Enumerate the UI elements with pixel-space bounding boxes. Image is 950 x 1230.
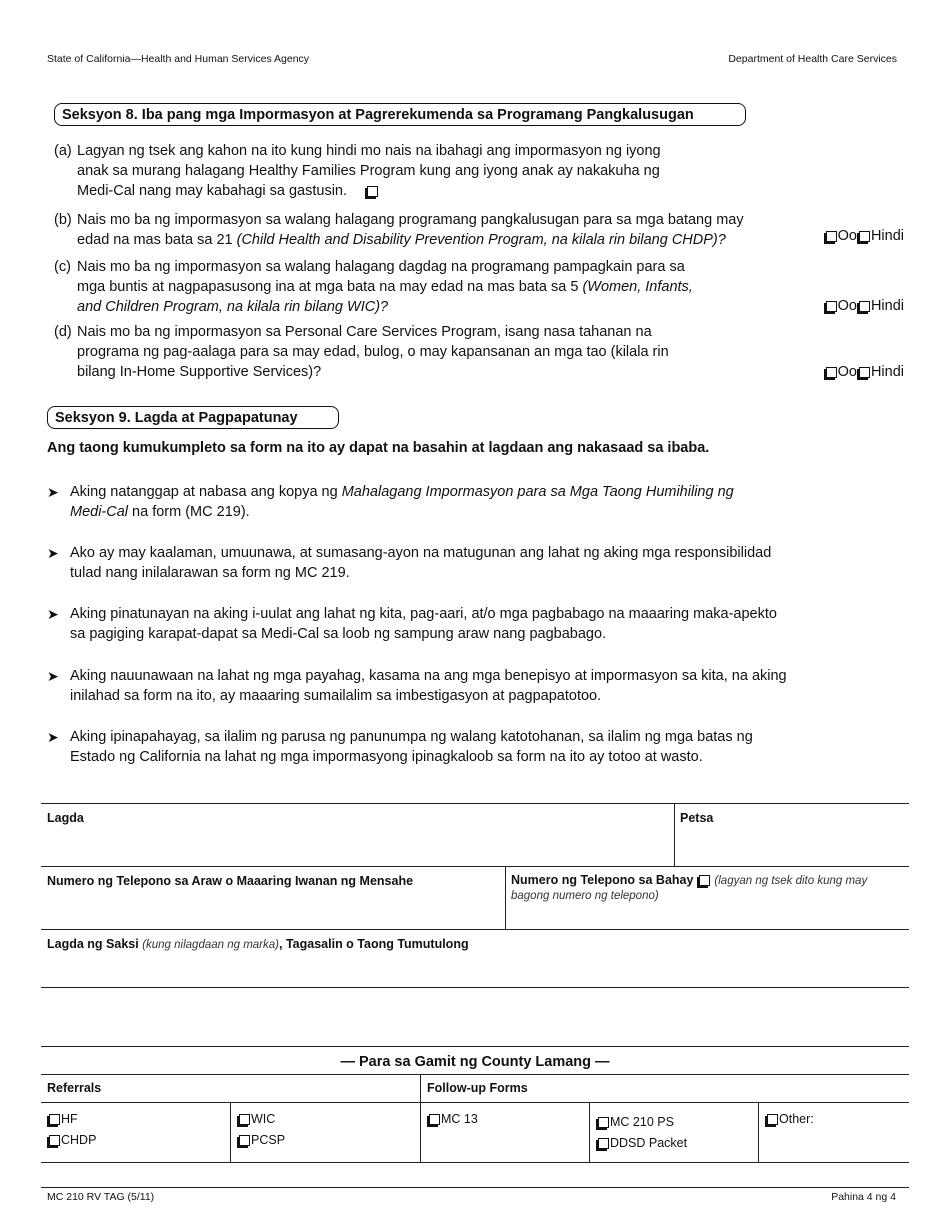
question-c-label: (c) [54,259,71,275]
statement-1-italic2: Medi-Cal [70,504,129,520]
question-b-line1: Nais mo ba ng impormasyon sa walang halagang programang pangkalusugan para sa mga batang may [77,212,744,228]
statement-3-line1: Aking pinatunayan na aking i-uulat ang lahat ng kita, pag-aari, at/o mga pagbabago na maaaring maka-apekto [70,606,777,622]
statement-1-pre: Aking natanggap at nabasa ang kopya ng [70,484,342,500]
section8-title: Seksyon 8. Iba pang mga Impormasyon at Pagrerekumenda sa Programang Pangkalusugan [54,103,746,126]
divider [41,1046,909,1047]
question-b-yes-label: Oo [837,228,857,244]
question-d-yes-checkbox[interactable] [826,367,837,378]
statement-5-line2: Estado ng California na lahat ng mga impormasyong ipinagkaloob sa form na ito ay totoo at wasto. [70,749,703,765]
arrow-icon: ➤ [47,729,59,745]
pcsp-label: PCSP [251,1133,286,1147]
question-a-label: (a) [54,143,72,159]
mc13-label: MC 13 [441,1112,478,1126]
ddsd-checkbox[interactable] [598,1138,609,1149]
wic-checkbox[interactable] [239,1114,250,1125]
statement-3-line2: sa pagiging karapat-dapat sa Medi-Cal sa loob ng sampung araw nang pagbabago. [70,626,607,642]
page-number: Pahina 4 ng 4 [831,1191,896,1203]
chdp-label: CHDP [61,1133,97,1147]
question-b-no-checkbox[interactable] [859,231,870,242]
question-a-line3: Medi-Cal nang may kabahagi sa gastusin. [77,183,348,199]
question-c-yes-checkbox[interactable] [826,301,837,312]
divider [758,1102,759,1162]
mc210ps-label: MC 210 PS [610,1115,674,1129]
other-label: Other: [779,1112,814,1126]
arrow-icon: ➤ [47,668,59,684]
question-c-yes-label: Oo [837,298,857,314]
witness-block [47,937,469,951]
mc210ps-checkbox[interactable] [598,1117,609,1128]
home-phone-field[interactable] [507,903,907,927]
option-wic[interactable] [237,1112,275,1126]
question-b-label: (b) [54,212,72,228]
statement-5-line1: Aking ipinapahayag, sa ilalim ng parusa ng panunumpa ng walang katotohanan, sa ilalim ng mga batas ng [70,729,753,745]
department-header: Department of Health Care Services [728,53,897,65]
question-d-no-checkbox[interactable] [859,367,870,378]
witness-separator: , [279,937,283,951]
divider [41,1187,909,1188]
question-c-line1: Nais mo ba ng impormasyon sa walang halagang dagdag na programang pampagkain para sa [77,259,685,275]
pcsp-checkbox[interactable] [239,1135,250,1146]
question-c-no-label: Hindi [870,298,904,314]
date-field[interactable] [676,828,908,864]
followup-label: Follow-up Forms [427,1081,528,1095]
divider [41,803,909,804]
divider [41,1102,909,1103]
hf-label: HF [61,1112,78,1126]
question-d-line3: bilang In-Home Supportive Services)? [77,364,322,380]
ddsd-label: DDSD Packet [610,1136,688,1150]
divider [589,1102,590,1162]
section9-title: Seksyon 9. Lagda at Pagpapatunay [47,406,339,429]
option-pcsp[interactable] [237,1133,285,1147]
option-hf[interactable] [47,1112,78,1126]
witness-note: (kung nilagdaan ng marka) [142,939,279,951]
question-b-line2-italic: (Child Health and Disability Prevention Program, na kilala rin bilang CHDP)? [236,232,726,248]
opt-out-checkbox[interactable] [367,186,378,197]
referrals-label: Referrals [47,1081,102,1095]
option-other[interactable] [765,1112,814,1126]
divider [505,866,506,929]
hf-checkbox[interactable] [49,1114,60,1125]
statement-4-line1: Aking nauunawaan na lahat ng mga payahag, kasama na ang mga benepisyo at impormasyon sa kita, na aking [70,668,787,684]
mc13-checkbox[interactable] [429,1114,440,1125]
question-b-yes-checkbox[interactable] [826,231,837,242]
question-c-yes-no [824,298,904,314]
form-id: MC 210 RV TAG (5/11) [47,1191,155,1203]
home-phone-block [511,873,901,903]
divider [41,987,909,988]
option-ddsd[interactable] [596,1136,687,1150]
question-c-line2-italic: (Women, Infants, [582,279,693,295]
divider [41,1074,909,1075]
question-d-label: (d) [54,324,72,340]
divider [420,1074,421,1162]
question-c-no-checkbox[interactable] [859,301,870,312]
home-phone-label: Numero ng Telepono sa Bahay [511,873,694,887]
divider [41,866,909,867]
statement-1-post: na form (MC 219). [128,504,250,520]
witness-rest: Tagasalin o Taong Tumutulong [285,937,469,951]
witness-field[interactable] [42,954,908,985]
option-chdp[interactable] [47,1133,96,1147]
wic-label: WIC [251,1112,276,1126]
divider [41,1162,909,1163]
statement-2-line2: tulad nang inilalarawan sa form ng MC 219. [70,565,350,581]
arrow-icon: ➤ [47,484,59,500]
question-d-line2: programa ng pag-aalaga para sa may edad, bulog, o may kapansanan an mga tao (kilala rin [77,344,669,360]
new-phone-checkbox[interactable] [699,875,710,886]
arrow-icon: ➤ [47,545,59,561]
question-a-line1: Lagyan ng tsek ang kahon na ito kung hindi mo nais na ibahagi ang impormasyon ng iyong [77,143,661,159]
divider [230,1102,231,1162]
question-d-yes-label: Oo [837,364,857,380]
section9-lead: Ang taong kumukumpleto sa form na ito ay dapat na basahin at lagdaan ang nakasaad sa ibaba. [47,440,710,456]
question-c-line2: mga buntis at nagpapasusong ina at mga bata na may edad na mas bata sa 5 [77,279,579,295]
question-d-yes-no [824,364,904,380]
home-phone-note1: (lagyan ng tsek dito kung may [714,875,868,887]
question-b-line2: edad na mas bata sa 21 [77,232,233,248]
statement-2-line1: Ako ay may kaalaman, umuunawa, at sumasang-ayon na matugunan ang lahat ng aking mga responsibilidad [70,545,772,561]
divider [41,929,909,930]
option-mc13[interactable] [427,1112,478,1126]
question-d-line1: Nais mo ba ng impormasyon sa Personal Care Services Program, isang nasa tahanan na [77,324,652,340]
question-b-yes-no [824,228,904,244]
statement-4-line2: inilahad sa form na ito, ay maaaring sumailalim sa imbestigasyon at pagpapatotoo. [70,688,602,704]
home-phone-note2: bagong numero ng telepono) [511,890,659,902]
other-checkbox[interactable] [767,1114,778,1125]
chdp-checkbox[interactable] [49,1135,60,1146]
statement-1-italic1: Mahalagang Impormasyon para sa Mga Taong Humihiling ng [341,484,734,500]
divider [674,803,675,866]
signature-label: Lagda [47,811,84,825]
question-a-line2: anak sa murang halagang Healthy Families Program kung ang iyong anak ay nakakuha ng [77,163,660,179]
option-mc210ps[interactable] [596,1115,674,1129]
agency-header: State of California—Health and Human Services Agency [47,53,310,65]
signature-field[interactable] [42,828,672,864]
question-d-no-label: Hindi [870,364,904,380]
day-phone-label: Numero ng Telepono sa Araw o Maaaring Iwanan ng Mensahe [47,874,414,888]
witness-label: Lagda ng Saksi [47,937,139,951]
question-b-no-label: Hindi [870,228,904,244]
question-c-line3: and Children Program, na kilala rin bilang WIC)? [77,299,389,315]
day-phone-field[interactable] [42,891,502,927]
arrow-icon: ➤ [47,606,59,622]
county-title: — Para sa Gamit ng County Lamang — [340,1054,610,1070]
date-label: Petsa [680,811,714,825]
